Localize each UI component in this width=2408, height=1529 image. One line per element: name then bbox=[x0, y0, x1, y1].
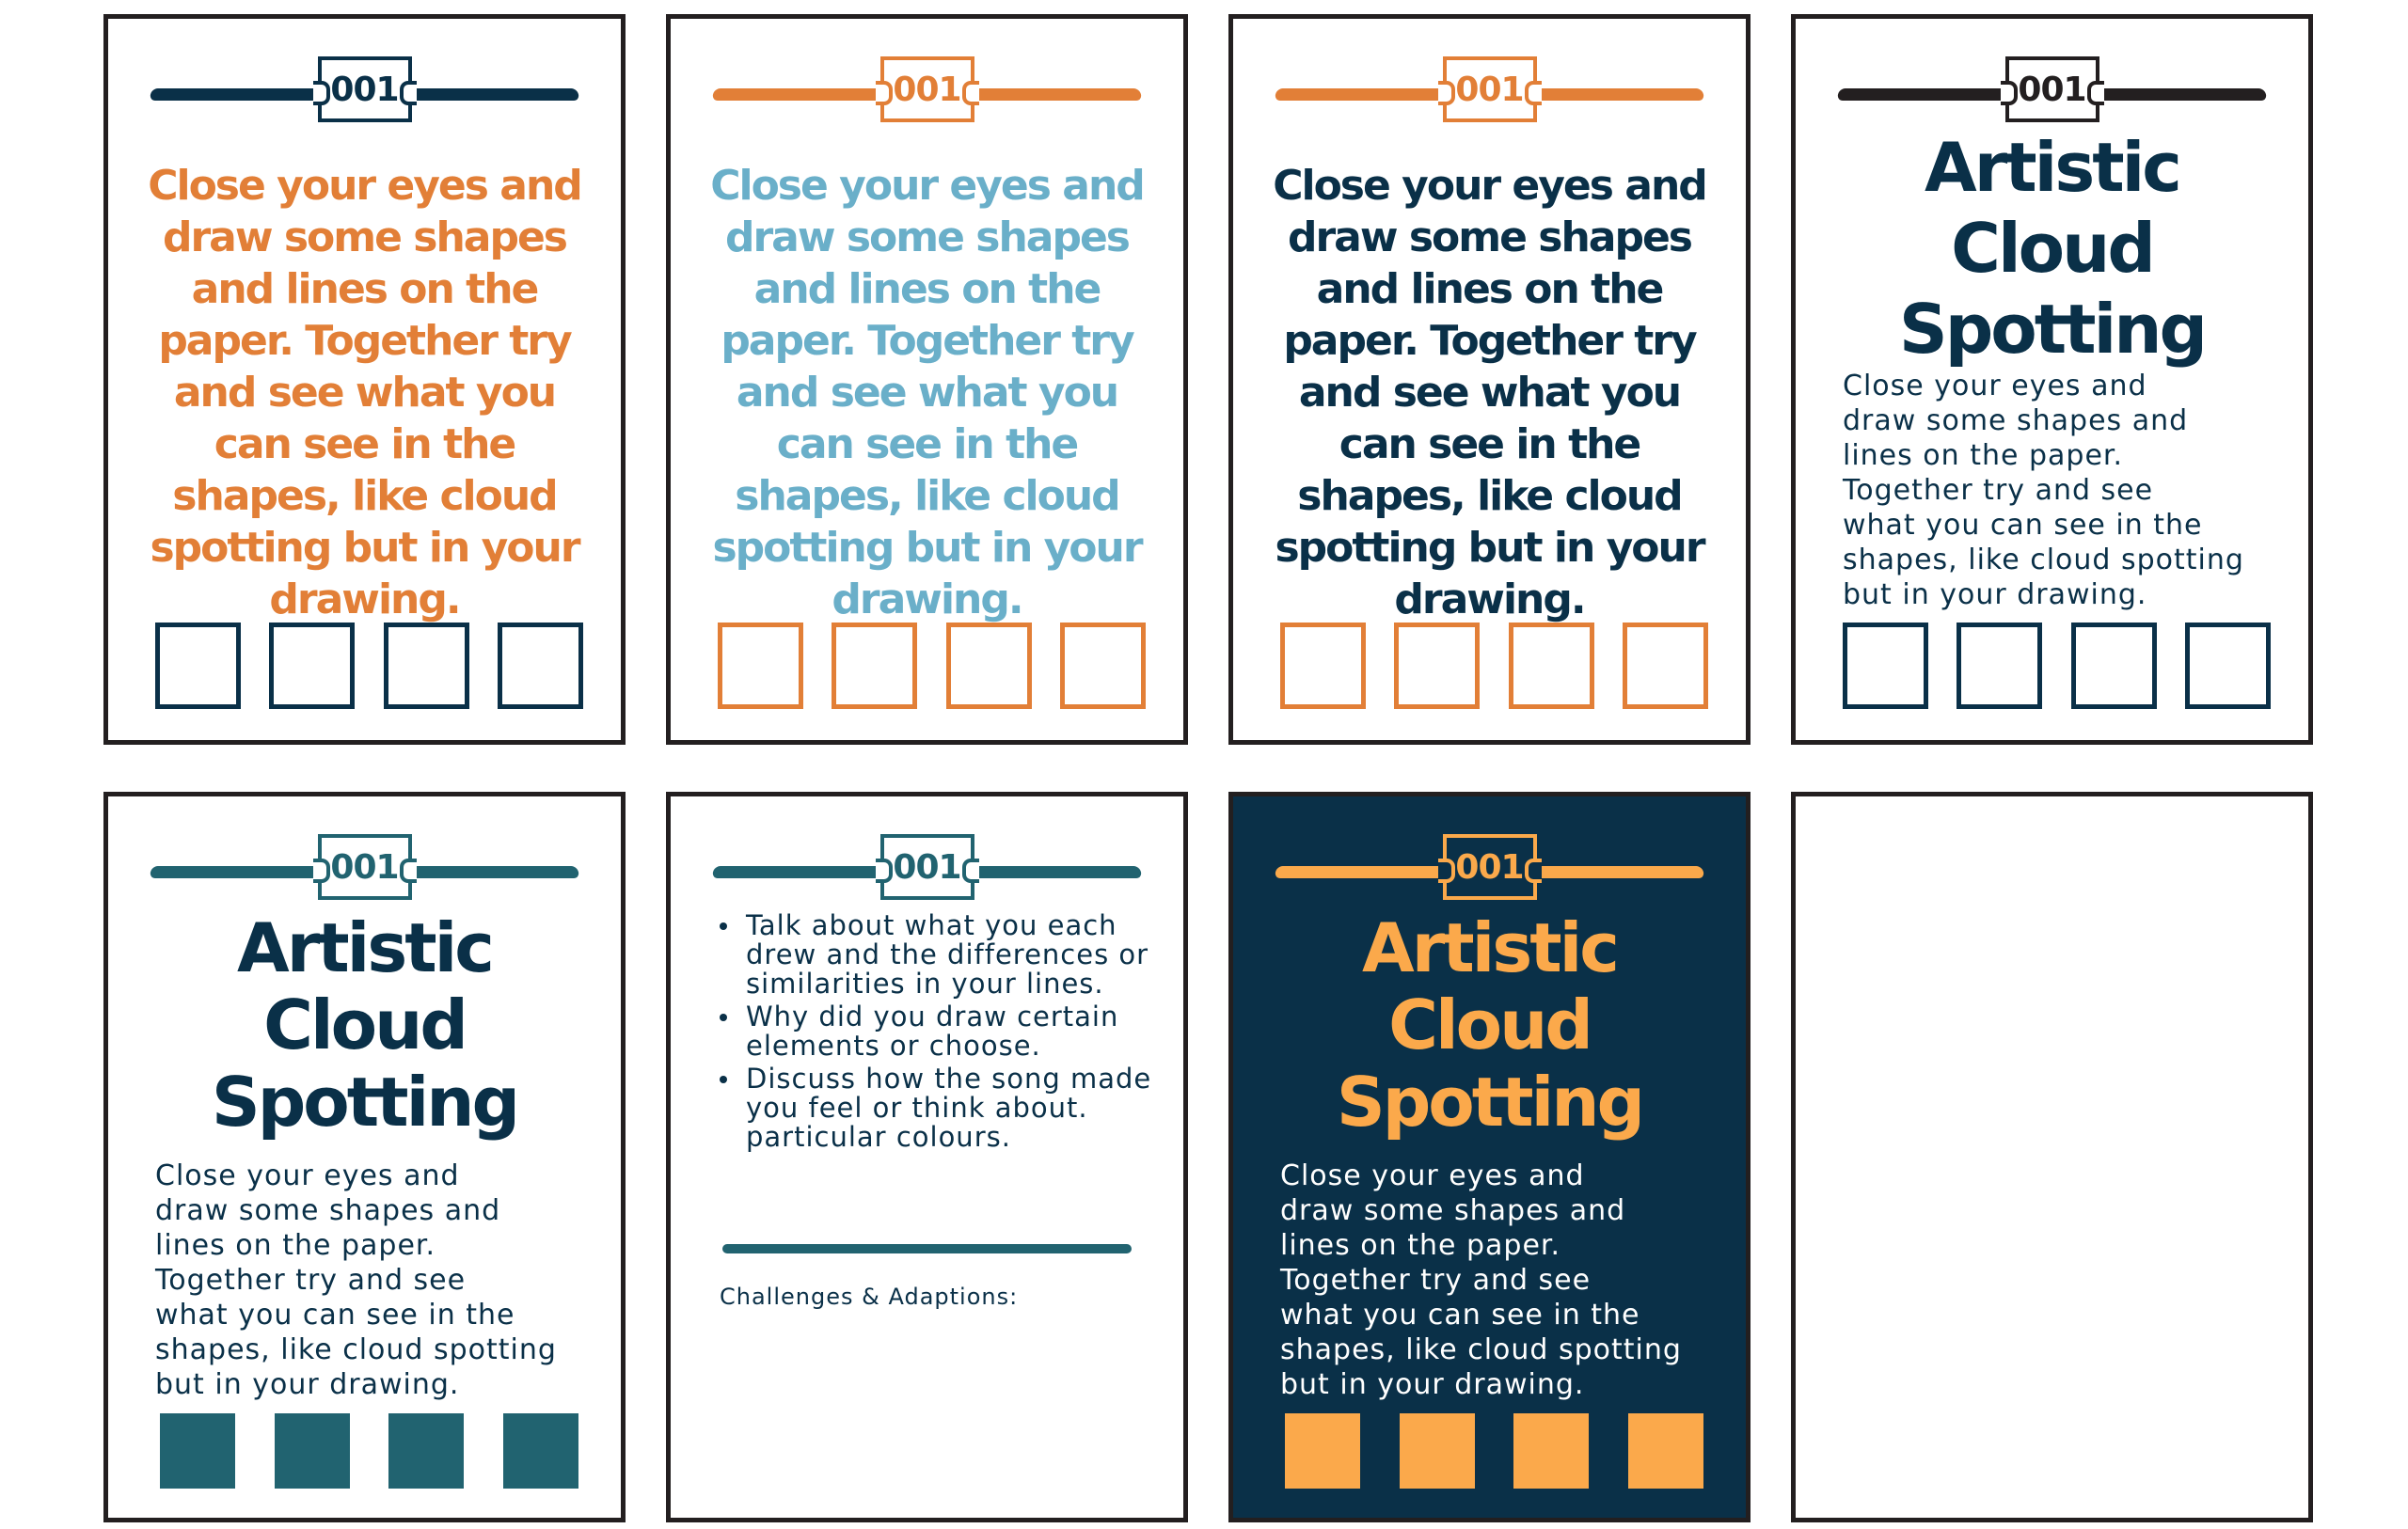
card-header bbox=[108, 56, 621, 132]
card-number: 001 bbox=[1455, 70, 1524, 109]
title-line: Cloud bbox=[1388, 985, 1591, 1064]
checkbox[interactable] bbox=[275, 1413, 350, 1489]
card-header bbox=[1233, 834, 1746, 909]
checkbox[interactable] bbox=[946, 623, 1032, 709]
checkbox-row bbox=[1843, 623, 2271, 709]
checkbox[interactable] bbox=[1509, 623, 1594, 709]
list-item: Why did you draw certain elements or choose. bbox=[718, 1002, 1155, 1061]
checkbox[interactable] bbox=[1628, 1413, 1703, 1489]
card-header bbox=[671, 834, 1183, 909]
checkbox-row bbox=[1280, 1408, 1708, 1494]
checkbox[interactable] bbox=[718, 623, 803, 709]
title-line: Spotting bbox=[1898, 290, 2206, 369]
list-item: Talk about what you each drew and the differences or similarities in your lines. bbox=[718, 911, 1155, 999]
card-instructions: Close your eyes and draw some shapes and lines on the paper. Together try and see what you can see in the shapes, like cloud spotting but in your drawing. bbox=[148, 162, 581, 623]
card-description: Close your eyes and draw some shapes and lines on the paper. Together try and see what you can see in the shapes, like cloud spotting but in your drawing. bbox=[1280, 1159, 1682, 1401]
card-discussion bbox=[666, 792, 1188, 1522]
checkbox[interactable] bbox=[1285, 1413, 1360, 1489]
card-instructions: Close your eyes and draw some shapes and lines on the paper. Together try and see what you can see in the shapes, like cloud spotting but in your drawing. bbox=[1273, 162, 1706, 623]
title-line: Artistic bbox=[1925, 128, 2179, 207]
list-item: Discuss how the song made you feel or think about. particular colours. bbox=[718, 1064, 1155, 1152]
card-number: 001 bbox=[2018, 70, 2086, 109]
card-title-teal bbox=[103, 792, 626, 1522]
checkbox[interactable] bbox=[498, 623, 583, 709]
title-line: Cloud bbox=[263, 985, 466, 1064]
card-description: Close your eyes and draw some shapes and lines on the paper. Together try and see what you can see in the shapes, like cloud spotting but in your drawing. bbox=[155, 1159, 557, 1401]
checkbox[interactable] bbox=[269, 623, 355, 709]
checkbox[interactable] bbox=[388, 1413, 464, 1489]
card-number-tag bbox=[1443, 834, 1537, 900]
checkbox[interactable] bbox=[160, 1413, 235, 1489]
checkbox[interactable] bbox=[1843, 623, 1928, 709]
checkbox[interactable] bbox=[1400, 1413, 1475, 1489]
checkbox-row bbox=[155, 623, 583, 709]
card-number-tag bbox=[2005, 56, 2099, 122]
card-instructions: Close your eyes and draw some shapes and lines on the paper. Together try and see what you can see in the shapes, like cloud spotting but in your drawing. bbox=[710, 162, 1144, 623]
card-number-tag bbox=[318, 56, 412, 122]
checkbox-row bbox=[1280, 623, 1708, 709]
checkbox[interactable] bbox=[1060, 623, 1146, 709]
bullet-icon bbox=[720, 1076, 727, 1083]
checkbox[interactable] bbox=[1956, 623, 2042, 709]
checkbox[interactable] bbox=[1280, 623, 1366, 709]
card-number-tag bbox=[880, 56, 974, 122]
checkbox[interactable] bbox=[503, 1413, 578, 1489]
title-line: Artistic bbox=[237, 908, 492, 987]
brush-stroke bbox=[2096, 88, 2268, 101]
card-title bbox=[1814, 127, 2289, 370]
card-blank bbox=[1791, 792, 2313, 1522]
brush-stroke bbox=[1275, 866, 1447, 878]
brush-stroke bbox=[712, 88, 884, 101]
checkbox[interactable] bbox=[832, 623, 917, 709]
checkbox[interactable] bbox=[384, 623, 469, 709]
checkbox[interactable] bbox=[1513, 1413, 1589, 1489]
brush-stroke bbox=[971, 88, 1143, 101]
brush-stroke bbox=[150, 88, 322, 101]
card-number: 001 bbox=[330, 70, 399, 109]
brush-stroke bbox=[971, 866, 1143, 878]
card-title-navy bbox=[1791, 14, 2313, 745]
card-number: 001 bbox=[330, 847, 399, 887]
card-orange-text bbox=[103, 14, 626, 745]
card-title bbox=[127, 909, 602, 1141]
card-header bbox=[108, 834, 621, 909]
card-lightblue-text bbox=[666, 14, 1188, 745]
checkbox[interactable] bbox=[2185, 623, 2271, 709]
card-number: 001 bbox=[893, 847, 961, 887]
bullet-icon bbox=[720, 922, 727, 930]
card-header bbox=[671, 56, 1183, 132]
brush-stroke bbox=[408, 88, 580, 101]
brush-stroke bbox=[1837, 88, 2009, 101]
bullet-icon bbox=[720, 1014, 727, 1021]
checkbox[interactable] bbox=[155, 623, 241, 709]
card-number-tag bbox=[318, 834, 412, 900]
brush-stroke bbox=[1533, 866, 1705, 878]
discussion-list bbox=[718, 911, 1155, 1156]
brush-stroke bbox=[408, 866, 580, 878]
brush-stroke bbox=[1533, 88, 1705, 101]
card-title bbox=[1252, 909, 1727, 1141]
title-line: Artistic bbox=[1362, 908, 1617, 987]
title-line: Spotting bbox=[211, 1063, 518, 1142]
card-description: Close your eyes and draw some shapes and lines on the paper. Together try and see what you can see in the shapes, like cloud spotting but in your drawing. bbox=[1843, 370, 2244, 611]
card-number-tag bbox=[880, 834, 974, 900]
card-header bbox=[1233, 56, 1746, 132]
brush-stroke bbox=[1275, 88, 1447, 101]
card-number: 001 bbox=[1455, 847, 1524, 887]
checkbox[interactable] bbox=[2071, 623, 2157, 709]
title-line: Cloud bbox=[1951, 209, 2153, 288]
card-number-tag bbox=[1443, 56, 1537, 122]
card-title-dark bbox=[1228, 792, 1751, 1522]
brush-stroke bbox=[712, 866, 884, 878]
checkbox-row bbox=[718, 623, 1146, 709]
brush-stroke bbox=[150, 866, 322, 878]
challenges-label: Challenges & Adaptions: bbox=[720, 1284, 1019, 1310]
checkbox[interactable] bbox=[1623, 623, 1708, 709]
divider bbox=[722, 1244, 1132, 1253]
card-navy-text bbox=[1228, 14, 1751, 745]
checkbox-row bbox=[155, 1408, 583, 1494]
title-line: Spotting bbox=[1336, 1063, 1643, 1142]
card-header bbox=[1796, 56, 2308, 132]
checkbox[interactable] bbox=[1394, 623, 1480, 709]
card-number: 001 bbox=[893, 70, 961, 109]
